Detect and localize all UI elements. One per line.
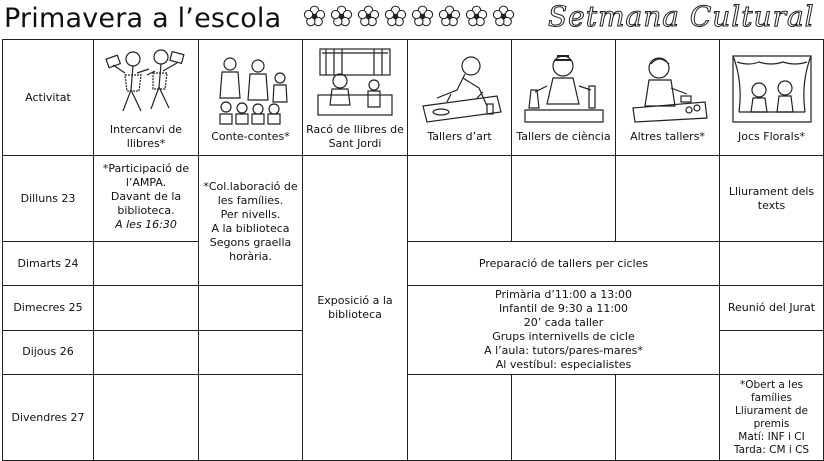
child-science-icon	[521, 52, 607, 126]
flower-decoration	[302, 4, 516, 29]
cell-text: Infantil de 9:30 a 11:00	[498, 302, 629, 315]
activity-label: Jocs Florals*	[738, 129, 805, 143]
cell-intercanvi-dilluns	[94, 156, 199, 242]
cell-empty	[616, 156, 720, 242]
cell-empty	[512, 156, 616, 242]
cell-text: A les 16:30	[115, 218, 177, 231]
flower-icon	[329, 4, 354, 29]
cell-empty	[512, 375, 616, 461]
cell-text: Reunió del Jurat	[727, 300, 816, 314]
page-title: Primavera a l’escola	[4, 3, 282, 34]
cell-empty	[94, 242, 199, 286]
day-label: Dijous 26	[3, 330, 94, 375]
activity-header	[616, 40, 720, 156]
day-row	[3, 375, 824, 461]
cell-empty	[616, 375, 720, 461]
schedule-table	[2, 39, 824, 461]
cell-jocs-dilluns	[720, 156, 824, 242]
cell-empty	[720, 242, 824, 286]
activity-label: Tallers d’art	[427, 129, 492, 143]
activity-label: Racó de llibres de Sant Jordi	[306, 122, 404, 150]
cell-text: A la biblioteca	[211, 222, 290, 235]
page-subtitle: Setmana Cultural	[548, 0, 815, 33]
flower-icon	[356, 4, 381, 29]
cell-text: Davant de la biblioteca.	[110, 190, 182, 217]
flower-icon	[491, 4, 516, 29]
cell-empty	[408, 375, 512, 461]
cell-raco-exposicio	[303, 156, 408, 461]
activity-label: Altres tallers*	[630, 129, 705, 143]
activity-header	[720, 40, 824, 156]
cell-empty	[199, 330, 303, 375]
activity-header	[199, 40, 303, 156]
flower-icon	[437, 4, 462, 29]
cell-text: Preparació de tallers per cicles	[478, 256, 649, 270]
cell-empty	[408, 156, 512, 242]
activity-label: Tallers de ciència	[516, 129, 611, 143]
cell-text: A l’aula: tutors/pares-mares*	[484, 344, 643, 357]
cell-empty	[94, 286, 199, 331]
cell-jocs-dimecres	[720, 286, 824, 331]
flower-icon	[464, 4, 489, 29]
cell-text: Al vestíbul: especialistes	[495, 358, 632, 371]
day-row	[3, 286, 824, 331]
child-painting-icon	[417, 52, 503, 126]
day-row	[3, 156, 824, 242]
activity-header	[303, 40, 408, 156]
cell-empty	[199, 286, 303, 331]
cell-text: Primària d’11:00 a 13:00	[495, 288, 632, 301]
cell-text: Tarda: CM i CS	[733, 443, 810, 456]
cell-text: *Participació de l’AMPA.	[102, 162, 190, 189]
book-stall-icon	[312, 45, 398, 119]
cell-jocs-divendres	[720, 375, 824, 461]
cell-conte-dilluns	[199, 156, 303, 286]
child-crafts-icon	[625, 52, 711, 126]
flower-icon	[410, 4, 435, 29]
header-row	[3, 40, 824, 156]
day-label: Divendres 27	[3, 375, 94, 461]
cell-text: Grups internivells de cicle	[492, 330, 635, 343]
cell-tallers-dimecres	[408, 286, 720, 375]
children-with-books-icon	[103, 45, 189, 119]
cell-empty	[199, 375, 303, 461]
day-label: Dimecres 25	[3, 286, 94, 331]
cell-text: Matí: INF i CI	[738, 430, 805, 443]
activity-label: Intercanvi de llibres*	[109, 122, 183, 150]
cell-tallers-dimarts	[408, 242, 720, 286]
cell-text: Lliurament dels texts	[728, 184, 815, 212]
cell-text: 20’ cada taller	[523, 316, 604, 329]
cell-text: Exposició a la biblioteca	[317, 294, 393, 321]
day-label: Dimarts 24	[3, 242, 94, 286]
corner-label: Activitat	[3, 40, 94, 156]
cell-empty	[94, 330, 199, 375]
cell-text: *Obert a les famílies	[739, 378, 804, 404]
flower-icon	[383, 4, 408, 29]
activity-header	[512, 40, 616, 156]
activity-header	[408, 40, 512, 156]
cell-empty	[720, 330, 824, 375]
activity-header	[94, 40, 199, 156]
cell-text: Per nivells.	[220, 208, 281, 221]
flower-icon	[302, 4, 327, 29]
day-row	[3, 242, 824, 286]
activity-label: Conte-contes*	[211, 129, 290, 143]
day-label: Dilluns 23	[3, 156, 94, 242]
storyteller-group-icon	[208, 52, 294, 126]
cell-text: *Col.laboració de les famílies.	[203, 180, 298, 207]
cell-empty	[94, 375, 199, 461]
cell-text: Lliurament de premis	[734, 404, 808, 430]
puppet-theatre-icon	[729, 52, 815, 126]
cell-text: Segons graella horària.	[209, 236, 292, 263]
